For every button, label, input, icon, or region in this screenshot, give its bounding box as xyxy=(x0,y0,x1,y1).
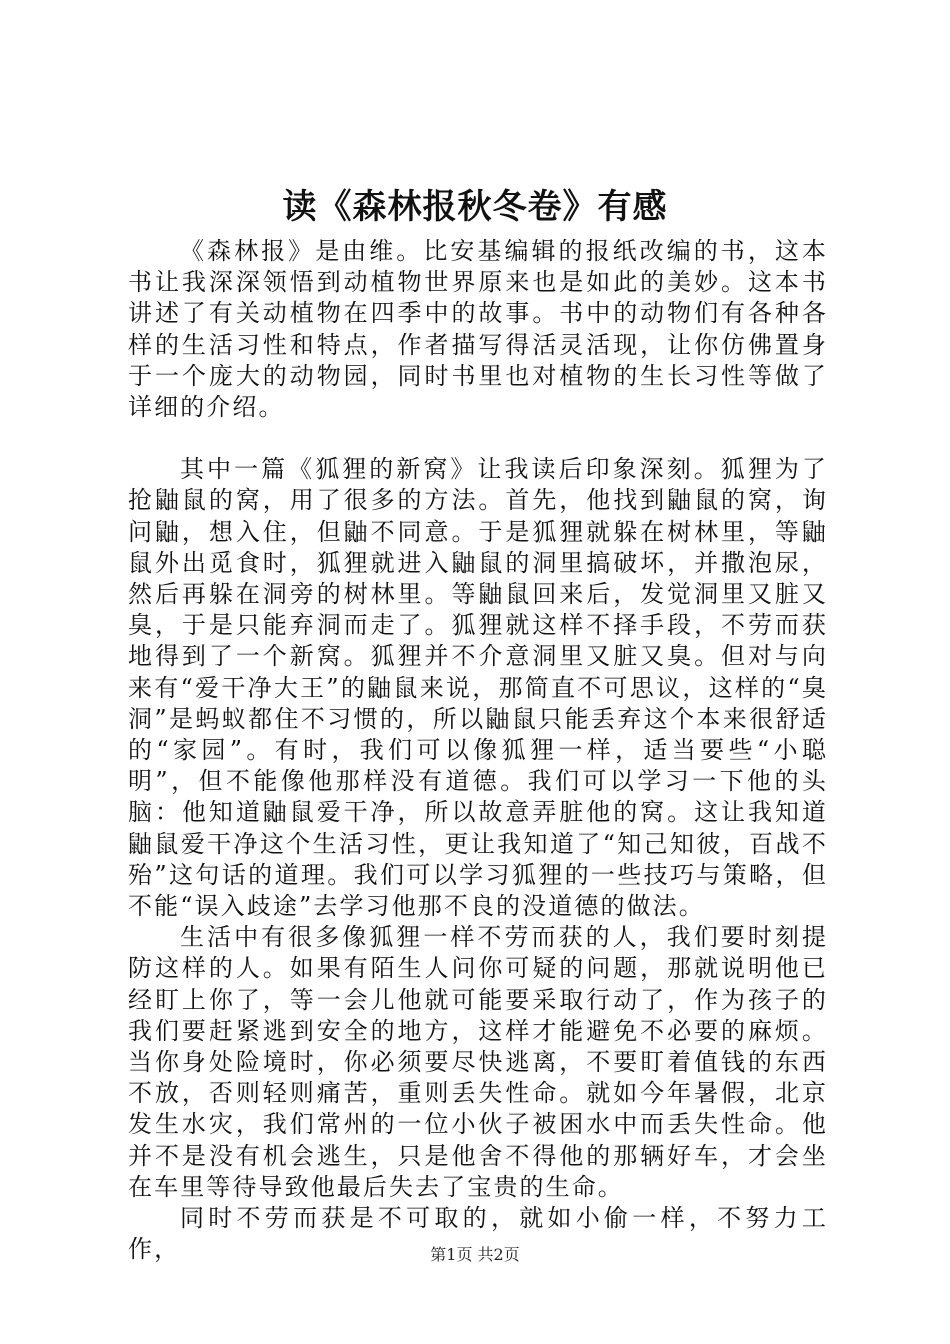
paragraph-3: 生活中有很多像狐狸一样不劳而获的人，我们要时刻提防这样的人。如果有陌生人问你可疑的问题，那就说明他已经盯上你了，等一会儿他就可能要采取行动了，作为孩子的我们要赶紧逃到安全的地方，这样才能避免不必要的麻烦。当你身处险境时，你必须要尽快逃离，不要盯着值钱的东西不放，否则轻则痛苦，重则丢失性命。就如今年暑假，北京发生水灾，我们常州的一位小伙子被困水中而丢失性命。他并不是没有机会逃生，只是他舍不得他的那辆好车，才会坐在车里等待导致他最后失去了宝贵的生命。 xyxy=(128,923,828,1201)
paragraph-2: 其中一篇《狐狸的新窝》让我读后印象深刻。狐狸为了抢鼬鼠的窝，用了很多的方法。首先，他找到鼬鼠的窝，询问鼬，想入住，但鼬不同意。于是狐狸就躲在树林里，等鼬鼠外出觅食时，狐狸就进入鼬鼠的洞里搞破坏，并撒泡尿，然后再躲在洞旁的树林里。等鼬鼠回来后，发觉洞里又脏又臭，于是只能弃洞而走了。狐狸就这样不择手段，不劳而获地得到了一个新窝。狐狸并不介意洞里又脏又臭。但对与向来有“爱干净大王”的鼬鼠来说，那简直不可思议，这样的“臭洞”是蚂蚁都住不习惯的，所以鼬鼠只能丢弃这个本来很舒适的“家园”。有时，我们可以像狐狸一样，适当要些“小聪明”，但不能像他那样没有道德。我们可以学习一下他的头脑：他知道鼬鼠爱干净，所以故意弄脏他的窝。这让我知道鼬鼠爱干净这个生活习性，更让我知道了“知己知彼，百战不殆”这句话的道理。我们可以学习狐狸的一些技巧与策略，但不能“误入歧途”去学习他那不良的没道德的做法。 xyxy=(128,455,828,921)
document-body xyxy=(128,236,828,1266)
paragraph-4: 同时不劳而获是不可取的，就如小偷一样，不努力工作， xyxy=(128,1204,828,1264)
paragraph-1: 《森林报》是由维。比安基编辑的报纸改编的书，这本书让我深深领悟到动植物世界原来也是如此的美妙。这本书讲述了有关动植物在四季中的故事。书中的动物们有各种各样的生活习性和特点，作者描写得活灵活现，让你仿佛置身于一个庞大的动物园，同时书里也对植物的生长习性等做了详细的介绍。 xyxy=(128,237,828,422)
page-title: 读《森林报秋冬卷》有感 xyxy=(282,187,668,227)
page-footer: 第1页 共2页 xyxy=(430,1245,520,1264)
